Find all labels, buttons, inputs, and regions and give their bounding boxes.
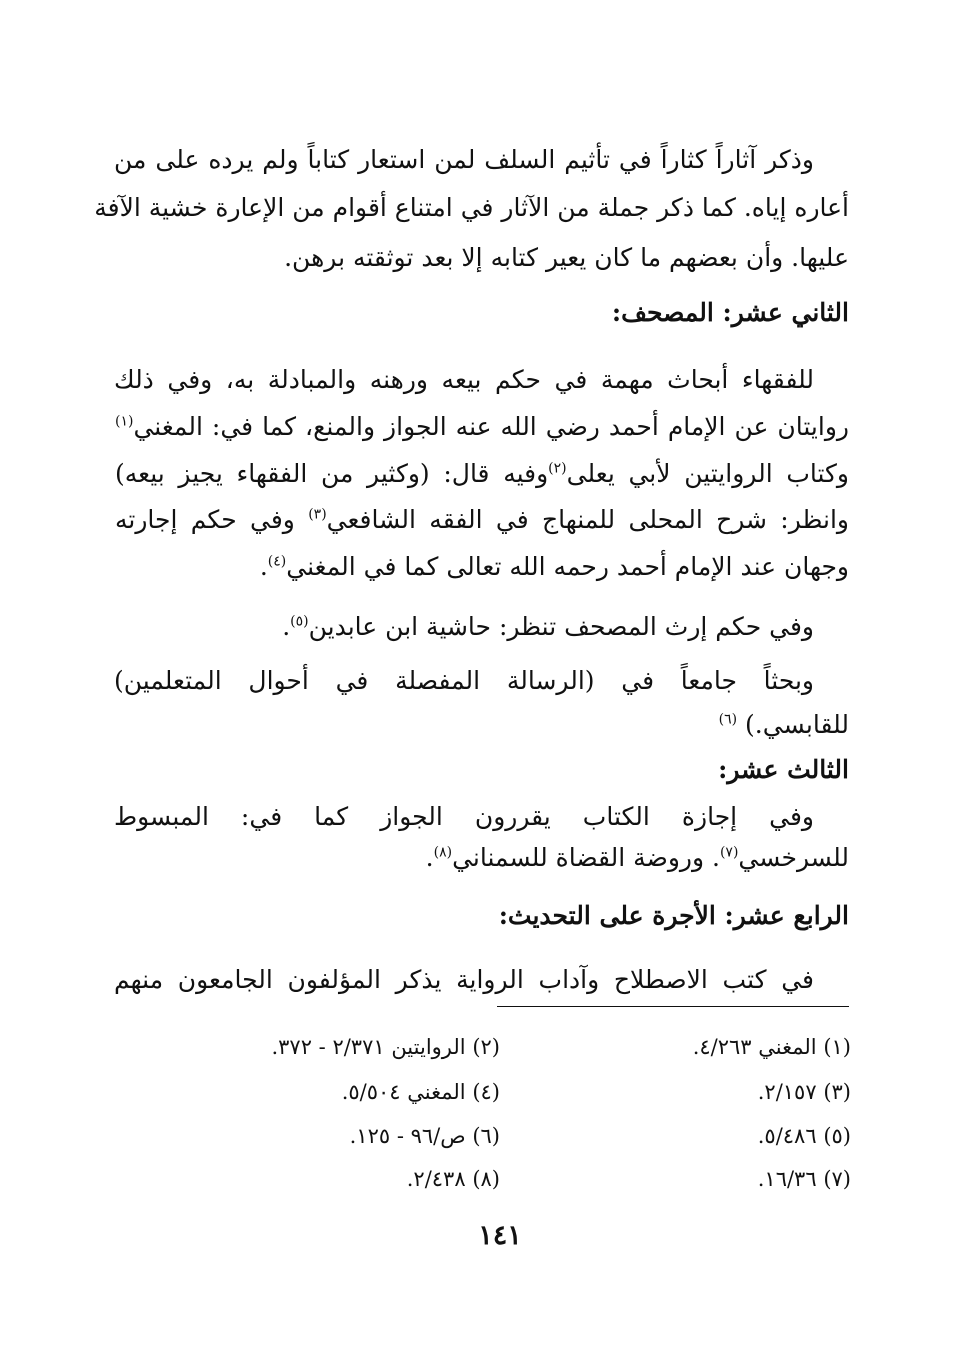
footnote: (٢) الروايتين ٢/٣٧١ - ٣٧٢.	[271, 1035, 500, 1059]
footnote: (٣) ٢/١٥٧.	[757, 1080, 851, 1104]
footnote-ref[interactable]: (٨)	[433, 844, 453, 861]
body-line: وبحثاً جامعاً في (الرسالة المفصلة في أحوال المتعلمين)	[114, 666, 814, 695]
section-heading: الرابع عشر: الأجرة على التحديث:	[498, 901, 849, 930]
footnote-ref[interactable]: (٦)	[718, 711, 738, 728]
section-heading: الثاني عشر: المصحف:	[611, 298, 849, 327]
body-line: للسرخسي$^{(٧)}$. وروضة القضاة للسمناني$^{(٨)}$.	[425, 843, 849, 872]
body-line: للقابسي.) $^{(٦)}$	[718, 710, 849, 739]
footnote-ref[interactable]: (٣)	[308, 506, 327, 523]
footnote: (١) المغني ٤/٢٦٣.	[692, 1035, 851, 1059]
body-line: روايتان عن الإمام أحمد رضي الله عنه الجواز والمنع، كما في: المغني$^{(١)}$	[115, 412, 849, 441]
footnote-ref[interactable]: (٧)	[719, 844, 739, 861]
body-line: للفقهاء أبحاث مهمة في حكم بيعه ورهنه والمبادلة به، وفي ذلك	[114, 365, 814, 394]
body-line: وكتاب الروايتين لأبي يعلى$^{(٢)}$وفيه قال: (وكثير من الفقهاء يجيز بيعه)	[115, 459, 849, 488]
footnote: (٦) ص/٩٦ - ١٢٥.	[349, 1124, 500, 1148]
page-number: ١٤١	[478, 1220, 522, 1251]
body-line: وذكر آثاراً كثاراً في تأثيم السلف لمن استعار كتاباً ولم يرده على من	[114, 145, 814, 174]
body-line: وفي إجازة الكتاب يقررون الجواز كما في: المبسوط	[114, 802, 814, 831]
footnote-ref[interactable]: (٢)	[548, 460, 567, 477]
body-line: في كتب الاصطلاح وآداب الرواية يذكر المؤلفون الجامعون منهم	[114, 965, 814, 994]
footnote-ref[interactable]: (٥)	[290, 613, 309, 630]
footnote-separator	[497, 1006, 849, 1007]
footnote: (٧) ١٦/٣٦.	[757, 1167, 851, 1191]
body-line: وجهان عند الإمام أحمد رحمه الله تعالى كما في المغني$^{(٤)}$.	[259, 552, 849, 581]
footnote: (٥) ٥/٤٨٦.	[757, 1124, 851, 1148]
body-line: أعاره إياه. كما ذكر جملة من الآثار في امتناع أقوام من الإعارة خشية الآفة	[94, 193, 849, 222]
section-heading: الثالث عشر:	[718, 755, 849, 784]
body-line: عليها. وأن بعضهم ما كان يعير كتابه إلا بعد توثقته برهن.	[284, 243, 849, 272]
body-line: وفي حكم إرث المصحف تنظر: حاشية ابن عابدين$^{(٥)}$.	[282, 612, 814, 641]
body-line: وانظر: شرح المحلى للمنهاج في الفقه الشافعي$^{(٣)}$ وفي حكم إجارته	[115, 505, 849, 534]
footnote: (٤) المغني ٥/٥٠٤.	[341, 1080, 500, 1104]
footnote: (٨) ٢/٤٣٨.	[406, 1167, 500, 1191]
footnote-ref[interactable]: (٤)	[267, 553, 287, 570]
footnote-ref[interactable]: (١)	[115, 413, 134, 430]
